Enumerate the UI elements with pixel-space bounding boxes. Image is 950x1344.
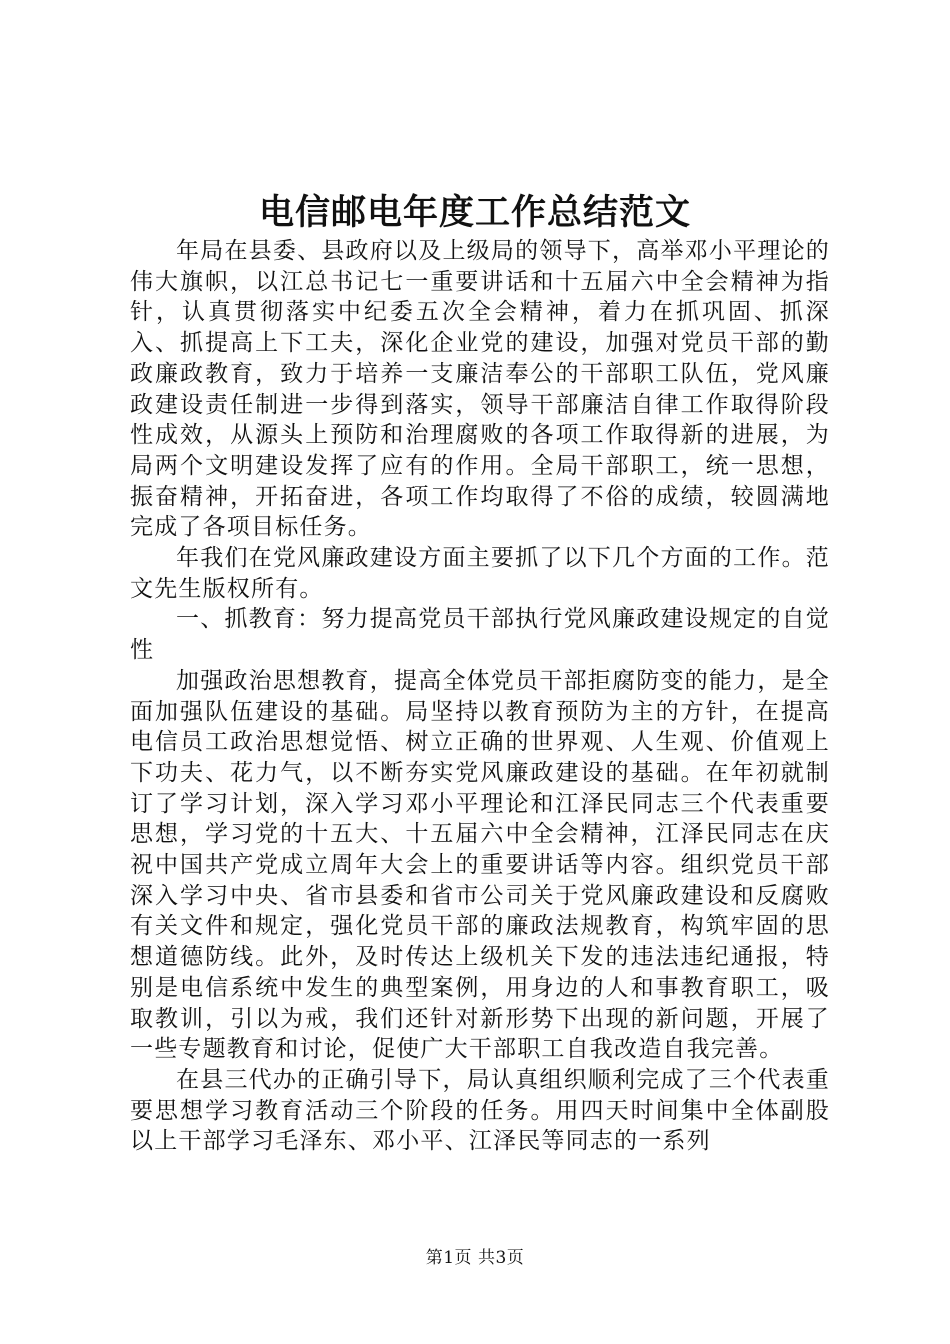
paragraph: 在县三代办的正确引导下，局认真组织顺利完成了三个代表重要思想学习教育活动三个阶段的任务。用四天时间集中全体副股以上干部学习毛泽东、邓小平、江泽民等同志的一系列 xyxy=(130,1066,830,1155)
document-title: 电信邮电年度工作总结范文 xyxy=(258,192,691,233)
paragraph: 加强政治思想教育，提高全体党员干部拒腐防变的能力，是全面加强队伍建设的基础。局坚持以教育预防为主的方针，在提高电信员工政治思想觉悟、树立正确的世界观、人生观、价值观上下功夫、花力气，以不断夯实党风廉政建设的基础。在年初就制订了学习计划，深入学习邓小平理论和江泽民同志三个代表重要思想，学习党的十五大、十五届六中全会精神，江泽民同志在庆祝中国共产党成立周年大会上的重要讲话等内容。组织党员干部深入学习中央、省市县委和省市公司关于党风廉政建设和反腐败有关文件和规定，强化党员干部的廉政法规教育，构筑牢固的思想道德防线。此外，及时传达上级机关下发的违法违纪通报，特别是电信系统中发生的典型案例，用身边的人和事教育职工，吸取教训，引以为戒，我们还针对新形势下出现的新问题，开展了一些专题教育和讨论，促使广大干部职工自我改造自我完善。 xyxy=(130,667,830,1063)
paragraph: 年局在县委、县政府以及上级局的领导下，高举邓小平理论的伟大旗帜，以江总书记七一重要讲话和十五届六中全会精神为指针，认真贯彻落实中纪委五次全会精神，着力在抓巩固、抓深入、抓提高上下工夫，深化企业党的建设，加强对党员干部的勤政廉政教育，致力于培养一支廉洁奉公的干部职工队伍，党风廉政建设责任制进一步得到落实，领导干部廉洁自律工作取得阶段性成效，从源头上预防和治理腐败的各项工作取得新的进展，为局两个文明建设发挥了应有的作用。全局干部职工，统一思想，振奋精神，开拓奋进，各项工作均取得了不俗的成绩，较圆满地完成了各项目标任务。 xyxy=(130,238,830,541)
paragraph: 年我们在党风廉政建设方面主要抓了以下几个方面的工作。范文先生版权所有。 xyxy=(130,545,830,602)
section-heading: 一、抓教育：努力提高党员干部执行党风廉政建设规定的自觉性 xyxy=(130,606,830,664)
document-body xyxy=(130,236,830,1157)
page-number-footer: 第1页 共3页 xyxy=(425,1248,525,1268)
